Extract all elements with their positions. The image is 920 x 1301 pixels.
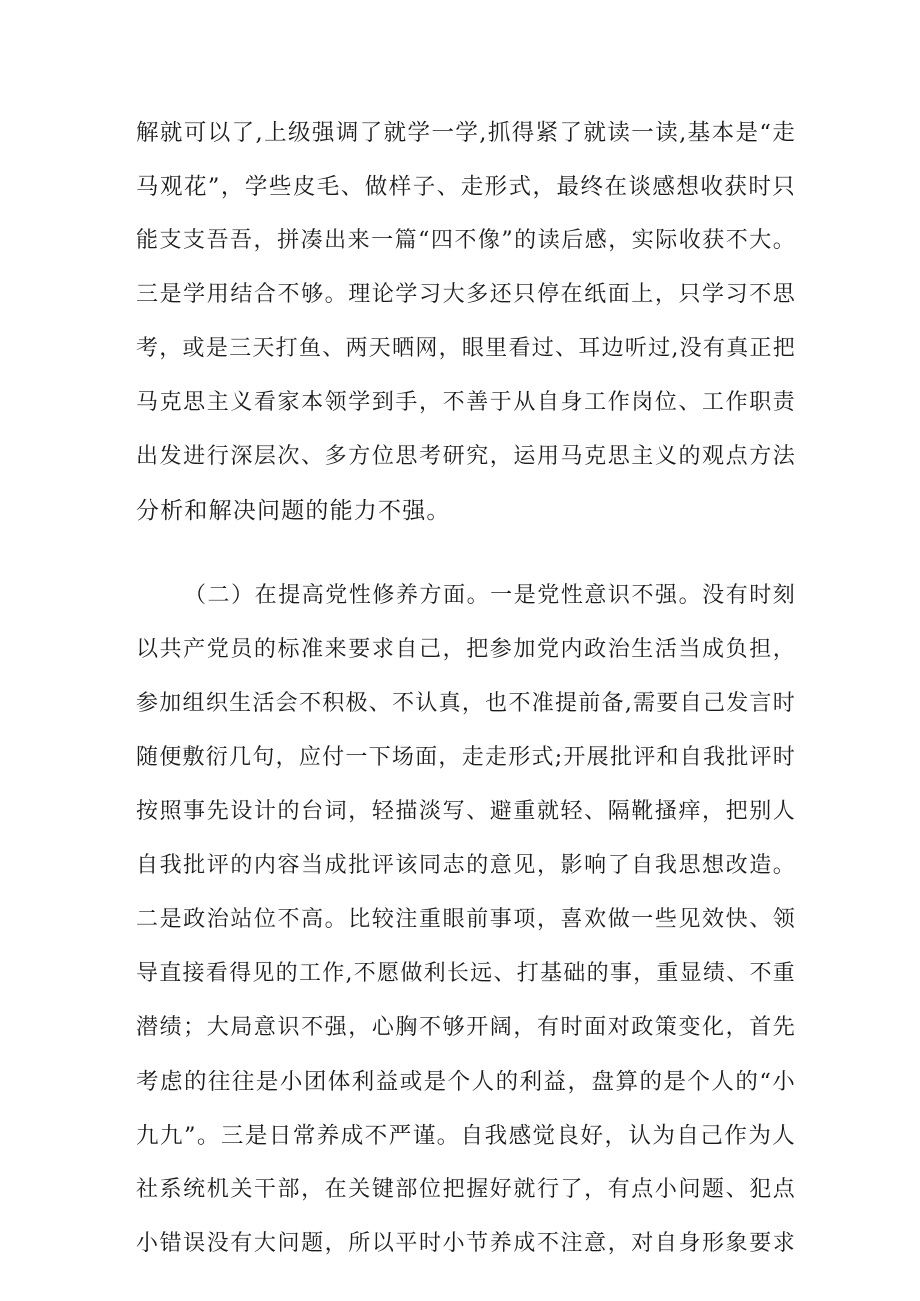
paragraph-two-line-11: 九九”。三是日常养成不严谨。自我感觉良好，认为自己作为人 [136, 1123, 796, 1149]
paragraph-two-line-8: 导直接看得见的工作,不愿做利长远、打基础的事，重显绩、不重 [136, 961, 796, 986]
paragraph-two-line-7: 二是政治站位不高。比较注重眼前事项，喜欢做一些见效快、领 [136, 907, 796, 932]
paragraph-two-line-6: 自我批评的内容当成批评该同志的意见，影响了自我思想改造。 [136, 853, 796, 878]
paragraph-two-line-3: 参加组织生活会不积极、不认真，也不准提前备,需要自己发言时 [136, 691, 796, 716]
paragraph-one-line-2: 马观花”，学些皮毛、做样子、走形式，最终在谈感想收获时只 [136, 174, 796, 200]
paragraph-two-line-10: 考虑的往往是小团体利益或是个人的利益，盘算的是个人的“小 [136, 1069, 796, 1095]
paragraph-one-line-7: 出发进行深层次、多方位思考研究，运用马克思主义的观点方法 [136, 444, 796, 469]
paragraph-one-line-6: 马克思主义看家本领学到手，不善于从自身工作岗位、工作职责 [136, 390, 796, 415]
paragraph-one-line-1: 解就可以了,上级强调了就学一学,抓得紧了就读一读,基本是“走 [136, 120, 796, 146]
paragraph-one-line-5: 考，或是三天打鱼、两天晒网，眼里看过、耳边听过,没有真正把 [136, 336, 796, 361]
paragraph-two-line-4: 随便敷衍几句，应付一下场面，走走形式;开展批评和自我批评时 [136, 745, 796, 770]
paragraph-one-line-8: 分析和解决问题的能力不强。 [136, 498, 451, 524]
paragraph-two-line-1: （二）在提高党性修养方面。一是党性意识不强。没有时刻 [184, 583, 796, 608]
paragraph-two-line-12: 社系统机关干部，在关键部位把握好就行了，有点小问题、犯点 [136, 1177, 796, 1202]
paragraph-two-line-13: 小错误没有大问题，所以平时小节养成不注意，对自身形象要求 [136, 1231, 796, 1256]
paragraph-two-line-2: 以共产党员的标准来要求自己，把参加党内政治生活当成负担， [136, 637, 796, 662]
paragraph-one-line-3: 能支支吾吾，拼凑出来一篇“四不像”的读后感，实际收获不大。 [136, 228, 796, 253]
paragraph-one-line-4: 三是学用结合不够。理论学习大多还只停在纸面上，只学习不思 [136, 282, 796, 307]
paragraph-two-line-5: 按照事先设计的台词，轻描淡写、避重就轻、隔靴搔痒，把别人 [136, 799, 796, 824]
paragraph-two-line-9: 潜绩；大局意识不强，心胸不够开阔，有时面对政策变化，首先 [136, 1015, 796, 1040]
